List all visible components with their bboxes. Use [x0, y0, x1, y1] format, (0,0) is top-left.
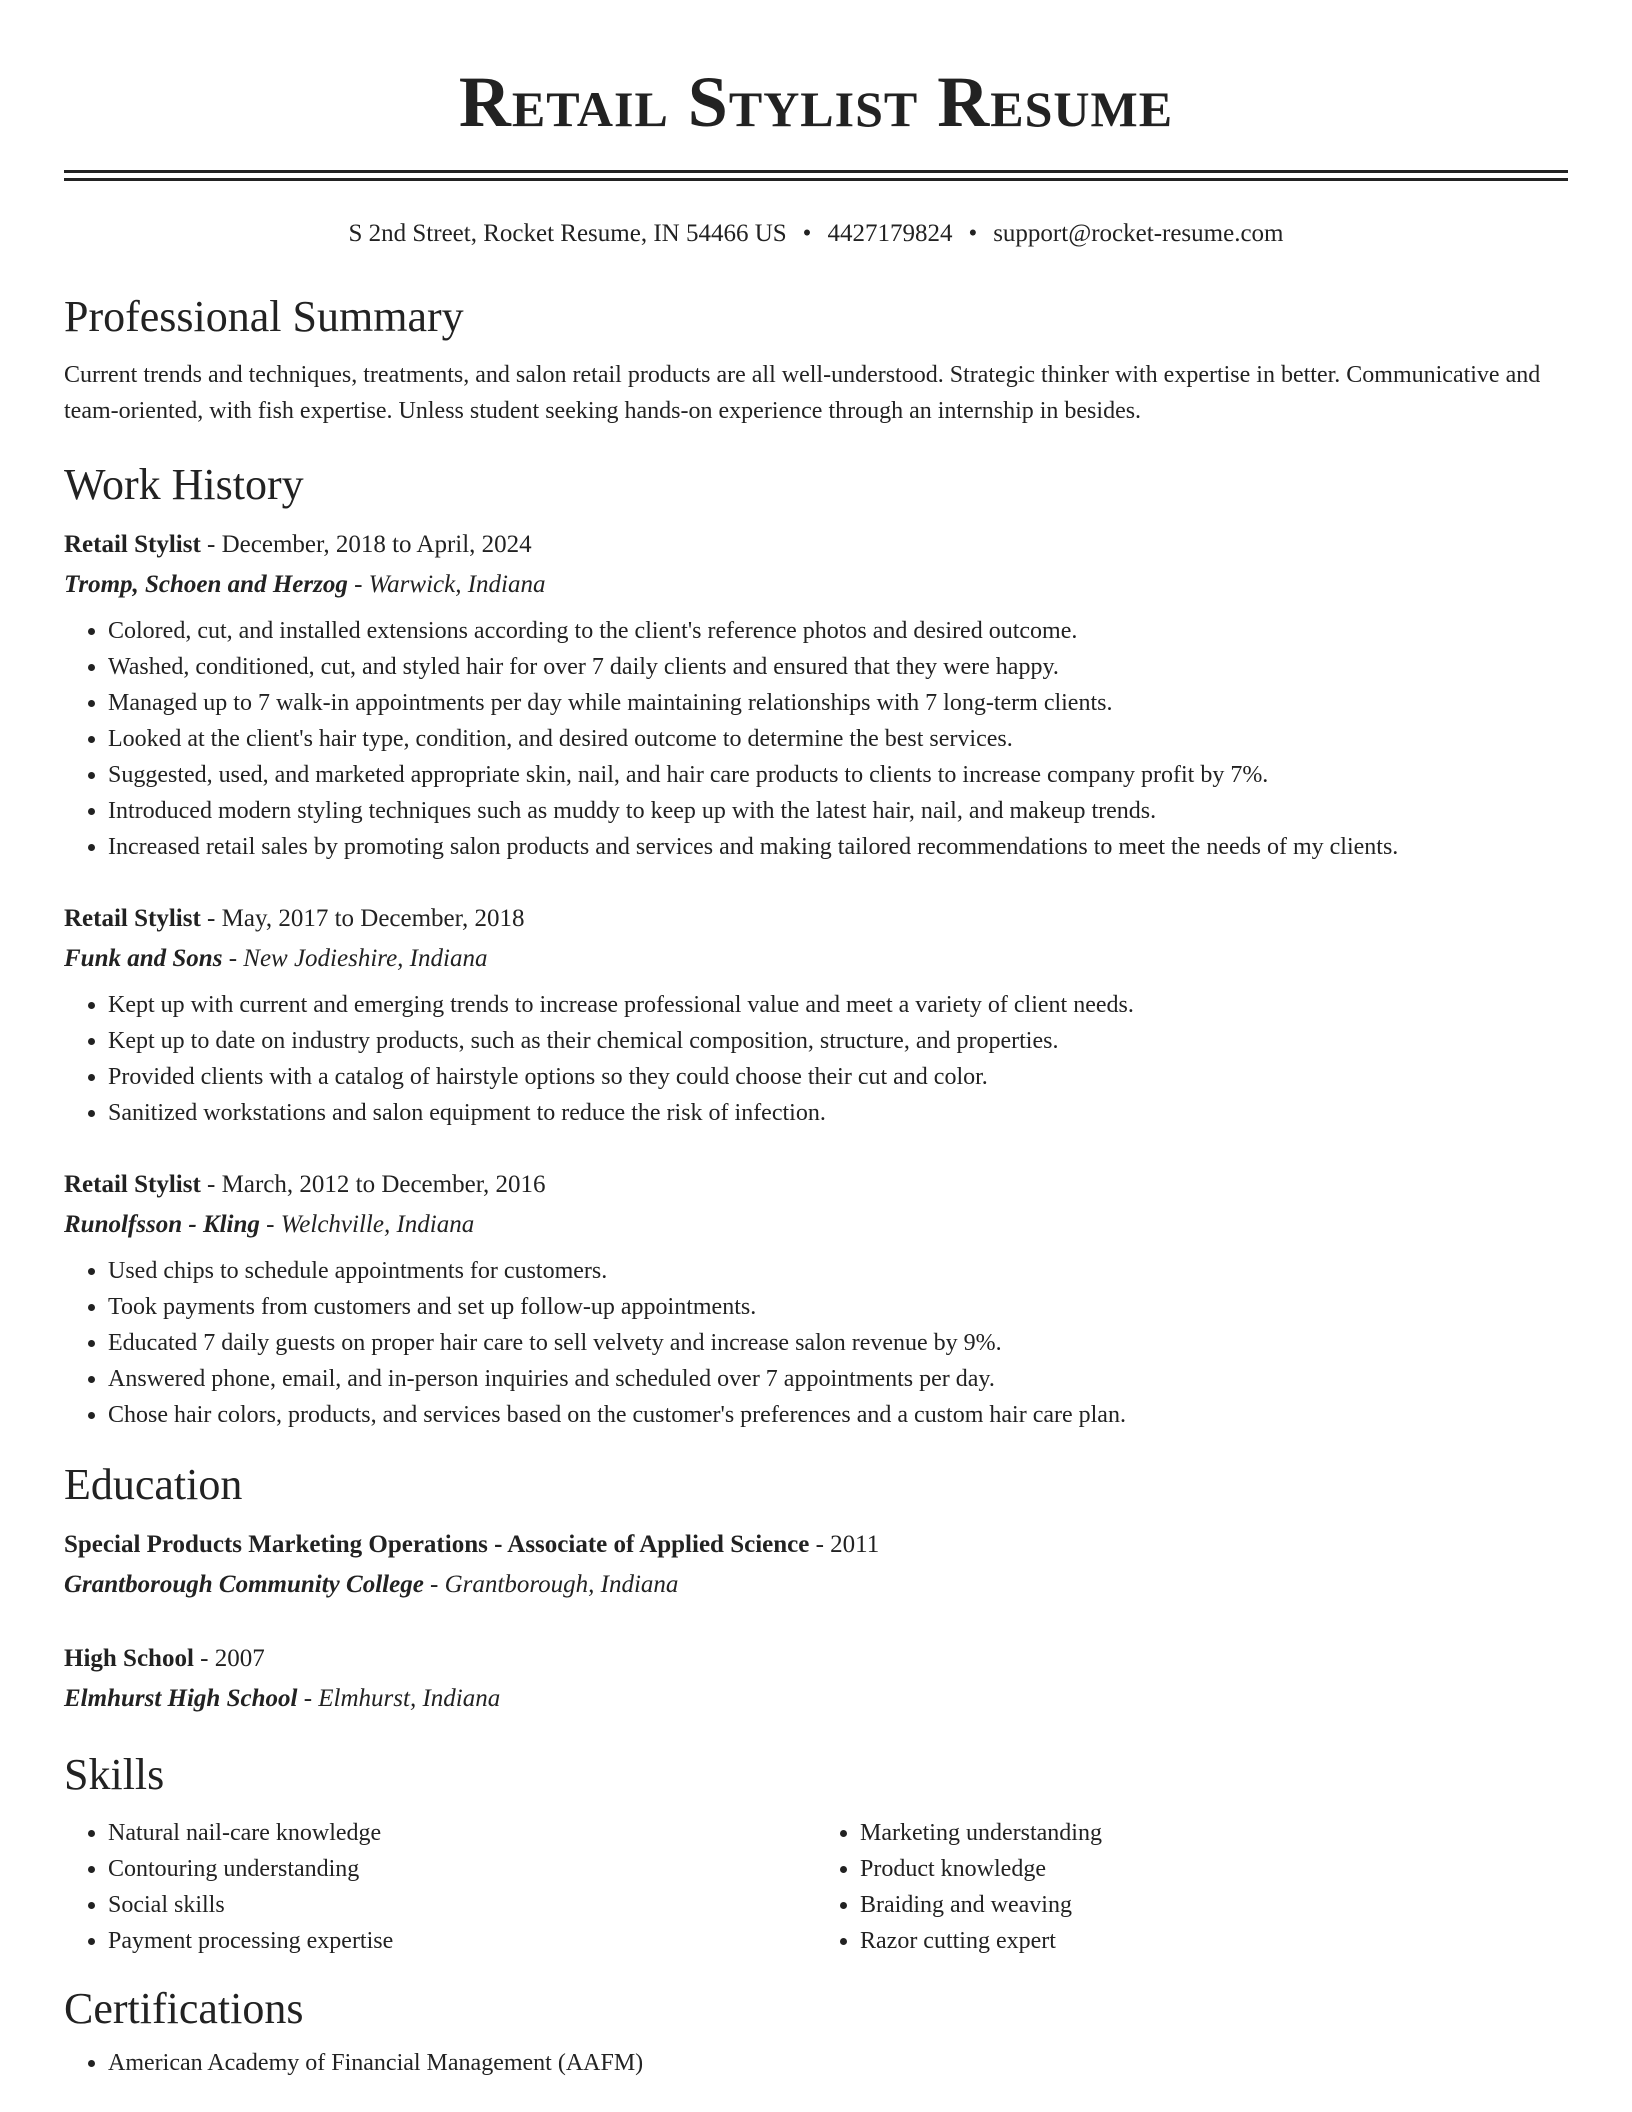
education-section: [64, 1457, 1568, 1719]
resume-title: Retail Stylist Resume: [458, 62, 1174, 142]
skills-grid: [64, 1815, 1568, 1959]
list-item: • Kept up to date on industry products, such as their chemical composition, structure, and properties.: [108, 1023, 1568, 1059]
job-title-line: [64, 525, 1568, 565]
job-dates: - March, 2012 to December, 2016: [200, 1171, 546, 1198]
job-title: Retail Stylist: [64, 531, 201, 558]
education-location: - Grantborough, Indiana: [423, 1571, 679, 1598]
list-item: • Increased retail sales by promoting salon products and services and making tailored recommendations to meet the needs of my clients.: [108, 829, 1568, 865]
job-title: Retail Stylist: [64, 1171, 201, 1198]
list-item: • Looked at the client's hair type, condition, and desired outcome to determine the best services.: [108, 721, 1568, 757]
contact-phone: 4427179824: [827, 220, 953, 247]
skills-heading: Skills: [64, 1750, 165, 1799]
contact-separator: •: [802, 220, 812, 247]
skill-item: • Razor cutting expert: [860, 1923, 1568, 1959]
education-heading: Education: [64, 1460, 243, 1509]
job-title-line: [64, 899, 1568, 939]
list-item: • Chose hair colors, products, and services based on the customer's preferences and a custom hair care plan.: [108, 1397, 1568, 1433]
job-entry: [64, 899, 1568, 1131]
skill-item: • Product knowledge: [860, 1851, 1568, 1887]
job-location: - Warwick, Indiana: [347, 571, 546, 598]
certification-item: • American Academy of Financial Management (AAFM): [108, 2045, 1568, 2081]
skills-right-column: [816, 1815, 1568, 1959]
education-location: - Elmhurst, Indiana: [297, 1685, 501, 1712]
education-year: - 2007: [193, 1645, 265, 1672]
summary-section: [64, 289, 1568, 429]
job-bullets: [64, 1253, 1568, 1433]
job-location: - Welchville, Indiana: [259, 1211, 475, 1238]
skill-item: • Braiding and weaving: [860, 1887, 1568, 1923]
summary-text: Current trends and techniques, treatments, and salon retail products are all well-understood. Strategic thinker with expertise in better. Communicative and team-oriented, with fish expertise. Unless student seeking hands-on experience through an internship in besides.: [64, 362, 1541, 424]
work-history-section: [64, 457, 1568, 1433]
job-title: Retail Stylist: [64, 905, 201, 932]
list-item: • Kept up with current and emerging trends to increase professional value and meet a variety of client needs.: [108, 987, 1568, 1023]
skills-section: [64, 1747, 1568, 1959]
education-school: Elmhurst High School: [64, 1685, 298, 1712]
skill-item: • Contouring understanding: [108, 1851, 816, 1887]
list-item: • Educated 7 daily guests on proper hair care to sell velvety and increase salon revenue by 9%.: [108, 1325, 1568, 1361]
list-item: • Used chips to schedule appointments for customers.: [108, 1253, 1568, 1289]
education-degree-line: [64, 1639, 1568, 1679]
job-company: Tromp, Schoen and Herzog: [64, 571, 348, 598]
skill-item: • Marketing understanding: [860, 1815, 1568, 1851]
education-school: Grantborough Community College: [64, 1571, 424, 1598]
education-degree: High School: [64, 1645, 194, 1672]
education-entry: [64, 1525, 1568, 1605]
skill-item: • Natural nail-care knowledge: [108, 1815, 816, 1851]
job-entry: [64, 1165, 1568, 1433]
list-item: • Suggested, used, and marketed appropriate skin, nail, and hair care products to clients to increase company profit by 7%.: [108, 757, 1568, 793]
education-year: - 2011: [809, 1531, 880, 1558]
list-item: • Provided clients with a catalog of hairstyle options so they could choose their cut and color.: [108, 1059, 1568, 1095]
education-school-line: [64, 1565, 1568, 1605]
job-company: Funk and Sons: [64, 945, 223, 972]
skill-item: • Social skills: [108, 1887, 816, 1923]
title-double-rule: [64, 170, 1568, 181]
job-bullets: [64, 613, 1568, 865]
job-company-line: [64, 939, 1568, 979]
job-company-line: [64, 1205, 1568, 1245]
list-item: • Managed up to 7 walk-in appointments per day while maintaining relationships with 7 long-term clients.: [108, 685, 1568, 721]
list-item: • Sanitized workstations and salon equipment to reduce the risk of infection.: [108, 1095, 1568, 1131]
summary-heading: Professional Summary: [64, 292, 464, 341]
job-entry: [64, 525, 1568, 865]
list-item: • Took payments from customers and set up follow-up appointments.: [108, 1289, 1568, 1325]
job-bullets: [64, 987, 1568, 1131]
work-history-heading: Work History: [64, 460, 304, 509]
list-item: • Answered phone, email, and in-person inquiries and scheduled over 7 appointments per day.: [108, 1361, 1568, 1397]
contact-email: support@rocket-resume.com: [993, 220, 1284, 247]
job-dates: - May, 2017 to December, 2018: [200, 905, 525, 932]
job-dates: - December, 2018 to April, 2024: [200, 531, 532, 558]
job-company: Runolfsson - Kling: [64, 1211, 260, 1238]
list-item: • Washed, conditioned, cut, and styled hair for over 7 daily clients and ensured that they were happy.: [108, 649, 1568, 685]
contact-address: S 2nd Street, Rocket Resume, IN 54466 US: [348, 220, 787, 247]
job-company-line: [64, 565, 1568, 605]
education-entry: [64, 1639, 1568, 1719]
job-location: - New Jodieshire, Indiana: [222, 945, 488, 972]
education-degree: Special Products Marketing Operations - Associate of Applied Science: [64, 1531, 810, 1558]
education-school-line: [64, 1679, 1568, 1719]
list-item: • Colored, cut, and installed extensions according to the client's reference photos and desired outcome.: [108, 613, 1568, 649]
list-item: • Introduced modern styling techniques such as muddy to keep up with the latest hair, nail, and makeup trends.: [108, 793, 1568, 829]
certifications-section: [64, 1981, 1568, 2081]
skill-item: • Payment processing expertise: [108, 1923, 816, 1959]
education-degree-line: [64, 1525, 1568, 1565]
contact-separator: •: [968, 220, 978, 247]
contact-line: [64, 217, 1568, 251]
certifications-list: [64, 2045, 1568, 2081]
certifications-heading: Certifications: [64, 1984, 304, 2033]
skills-left-column: [64, 1815, 816, 1959]
job-title-line: [64, 1165, 1568, 1205]
